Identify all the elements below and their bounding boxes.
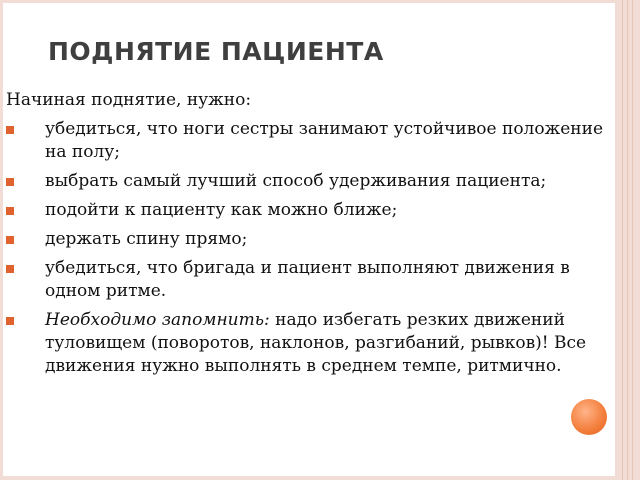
note-text: надо избегать резких движений туловищем (поворотов, наклонов, разгибаний, рывков)! Все движения нужно выполнять в среднем темпе, ритмично. bbox=[45, 310, 587, 376]
bullet-list bbox=[6, 118, 606, 384]
frame-line bbox=[632, 0, 633, 480]
bullet-marker bbox=[6, 178, 14, 186]
bullet-marker bbox=[6, 317, 14, 325]
bullet-item bbox=[6, 228, 606, 251]
bullet-text: убедиться, что бригада и пациент выполняют движения в одном ритме. bbox=[45, 258, 570, 301]
bullet-text: выбрать самый лучший способ удерживания пациента; bbox=[45, 171, 547, 191]
note-label: Необходимо запомнить: bbox=[45, 310, 270, 330]
bullet-item bbox=[6, 199, 606, 222]
slide-title: ПОДНЯТИЕ ПАЦИЕНТА bbox=[48, 37, 384, 66]
bullet-text: держать спину прямо; bbox=[45, 229, 248, 249]
intro-text: Начиная поднятие, нужно: bbox=[6, 90, 252, 110]
decorative-orb bbox=[571, 399, 607, 435]
bullet-marker bbox=[6, 265, 14, 273]
bullet-item bbox=[6, 170, 606, 193]
bullet-marker bbox=[6, 207, 14, 215]
bullet-text: подойти к пациенту как можно ближе; bbox=[45, 200, 398, 220]
bullet-item bbox=[6, 118, 606, 164]
bullet-marker bbox=[6, 126, 14, 134]
bullet-text: убедиться, что ноги сестры занимают устойчивое положение на полу; bbox=[45, 119, 604, 162]
bullet-item bbox=[6, 257, 606, 303]
frame-line bbox=[622, 0, 623, 480]
slide bbox=[3, 3, 615, 476]
bullet-marker bbox=[6, 236, 14, 244]
frame-line bbox=[627, 0, 628, 480]
note-item bbox=[6, 309, 606, 378]
